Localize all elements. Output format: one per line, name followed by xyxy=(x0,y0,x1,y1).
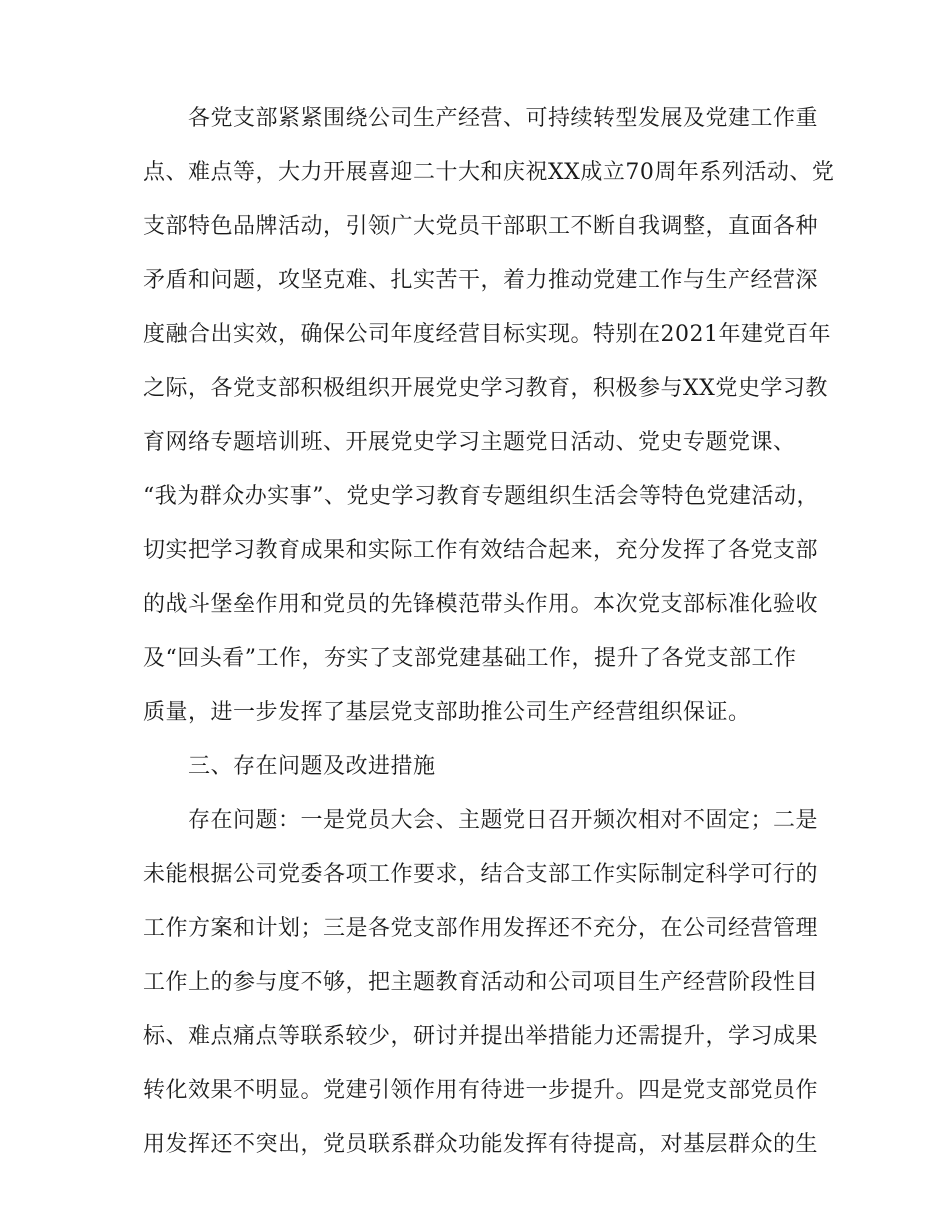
paragraph-1-line-4: 矛盾和问题，攻坚克难、扎实苦干，着力推动党建工作与生产经营深 xyxy=(143,268,819,293)
paragraph-1-line-9: 切实把学习教育成果和实际工作有效结合起来，充分发挥了各党支部 xyxy=(143,538,819,563)
paragraph-1-line-6: 之际，各党支部积极组织开展党史学习教育，积极参与XX党史学习教 xyxy=(143,376,828,401)
paragraph-2-line-6: 转化效果不明显。党建引领作用有待进一步提升。四是党支部党员作 xyxy=(143,1078,819,1103)
paragraph-2-line-5: 标、难点痛点等联系较少，研讨并提出举措能力还需提升，学习成果 xyxy=(143,1024,819,1049)
section-heading: 三、存在问题及改进措施 xyxy=(188,754,436,779)
paragraph-1-line-11: 及“回头看”工作，夯实了支部党建基础工作，提升了各党支部工作 xyxy=(143,646,797,671)
paragraph-1-line-10: 的战斗堡垒作用和党员的先锋模范带头作用。本次党支部标准化验收 xyxy=(143,592,819,617)
paragraph-1-line-3: 支部特色品牌活动，引领广大党员干部职工不断自我调整，直面各种 xyxy=(143,214,819,239)
paragraph-1-line-12: 质量，进一步发挥了基层党支部助推公司生产经营组织保证。 xyxy=(143,700,751,725)
paragraph-1-line-7: 育网络专题培训班、开展党史学习主题党日活动、党史专题党课、 xyxy=(143,430,796,455)
paragraph-2-line-3: 工作方案和计划；三是各党支部作用发挥还不充分，在公司经营管理 xyxy=(143,916,819,941)
paragraph-2-line-2: 未能根据公司党委各项工作要求，结合支部工作实际制定科学可行的 xyxy=(143,862,819,887)
paragraph-2-line-1: 存在问题：一是党员大会、主题党日召开频次相对不固定；二是 xyxy=(188,808,819,833)
paragraph-1-line-8: “我为群众办实事”、党史学习教育专题组织生活会等特色党建活动， xyxy=(143,484,819,509)
paragraph-1-line-5: 度融合出实效，确保公司年度经营目标实现。特别在2021年建党百年 xyxy=(143,322,831,347)
paragraph-1-line-1: 各党支部紧紧围绕公司生产经营、可持续转型发展及党建工作重 xyxy=(188,106,819,131)
paragraph-2-line-4: 工作上的参与度不够，把主题教育活动和公司项目生产经营阶段性目 xyxy=(143,970,819,995)
paragraph-1-line-2: 点、难点等，大力开展喜迎二十大和庆祝XX成立70周年系列活动、党 xyxy=(143,160,835,185)
paragraph-2-line-7: 用发挥还不突出，党员联系群众功能发挥有待提高，对基层群众的生 xyxy=(143,1132,819,1157)
